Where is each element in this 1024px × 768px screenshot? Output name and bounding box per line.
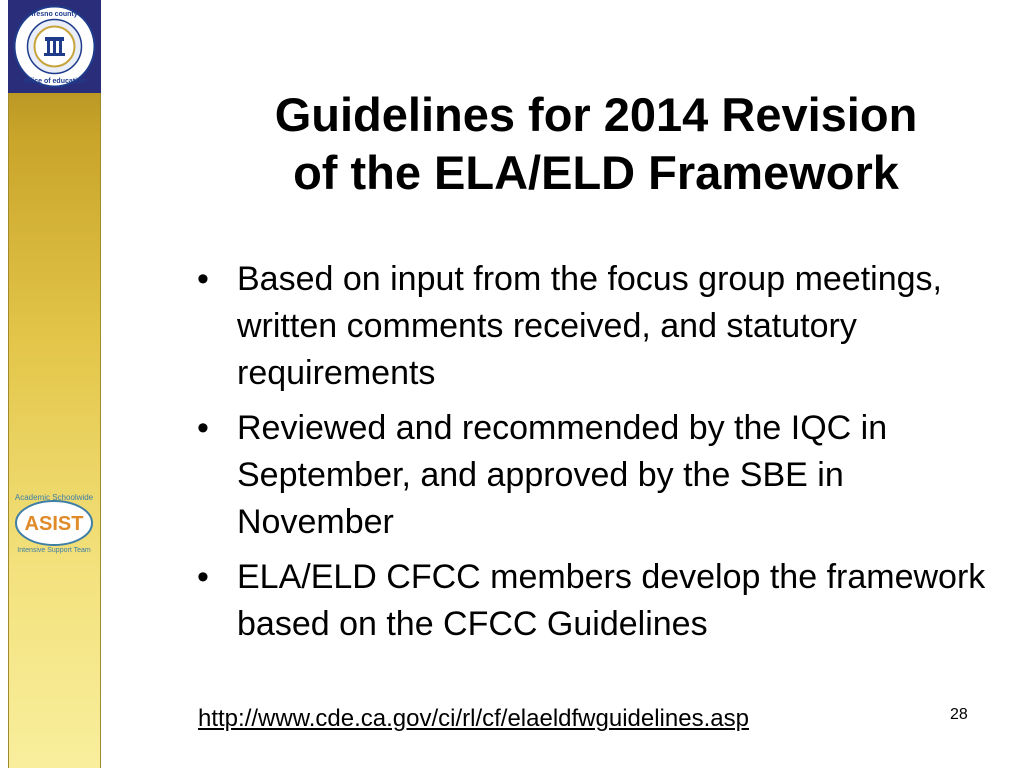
slide-page-number: 28	[950, 706, 968, 723]
bullet-text: Based on input from the focus group meetings, written comments received, and statutory requirements	[237, 260, 942, 392]
slide-title-line-1: Guidelines for 2014 Revision	[274, 88, 918, 141]
bullet-item	[195, 554, 995, 648]
fresno-county-logo	[8, 0, 101, 93]
bullet-text: ELA/ELD CFCC members develop the framework based on the CFCC Guidelines	[237, 558, 986, 643]
svg-text:Intensive Support Team: Intensive Support Team	[17, 547, 91, 554]
county-seal-icon	[12, 4, 97, 89]
bullet-marker: •	[197, 558, 209, 596]
bullet-item	[195, 256, 995, 397]
asist-emblem-icon	[6, 488, 102, 558]
guidelines-link[interactable]: http://www.cde.ca.gov/ci/rl/cf/elaeldfwguidelines.asp	[198, 705, 749, 732]
svg-text:office of education: office of education	[23, 78, 86, 85]
bullet-marker: •	[197, 260, 209, 298]
sidebar-gradient-bar	[8, 0, 101, 768]
svg-text:ASIST: ASIST	[24, 513, 84, 535]
slide-title	[190, 86, 1002, 202]
svg-text:Academic Schoolwide: Academic Schoolwide	[14, 493, 94, 502]
asist-logo	[6, 488, 102, 563]
svg-text:fresno county: fresno county	[31, 11, 78, 18]
bullet-text: Reviewed and recommended by the IQC in September, and approved by the SBE in November	[237, 409, 888, 541]
bullet-marker: •	[197, 409, 209, 447]
bullet-item	[195, 405, 995, 546]
slide-title-line-2: of the ELA/ELD Framework	[293, 146, 899, 199]
bullet-list	[195, 256, 995, 656]
